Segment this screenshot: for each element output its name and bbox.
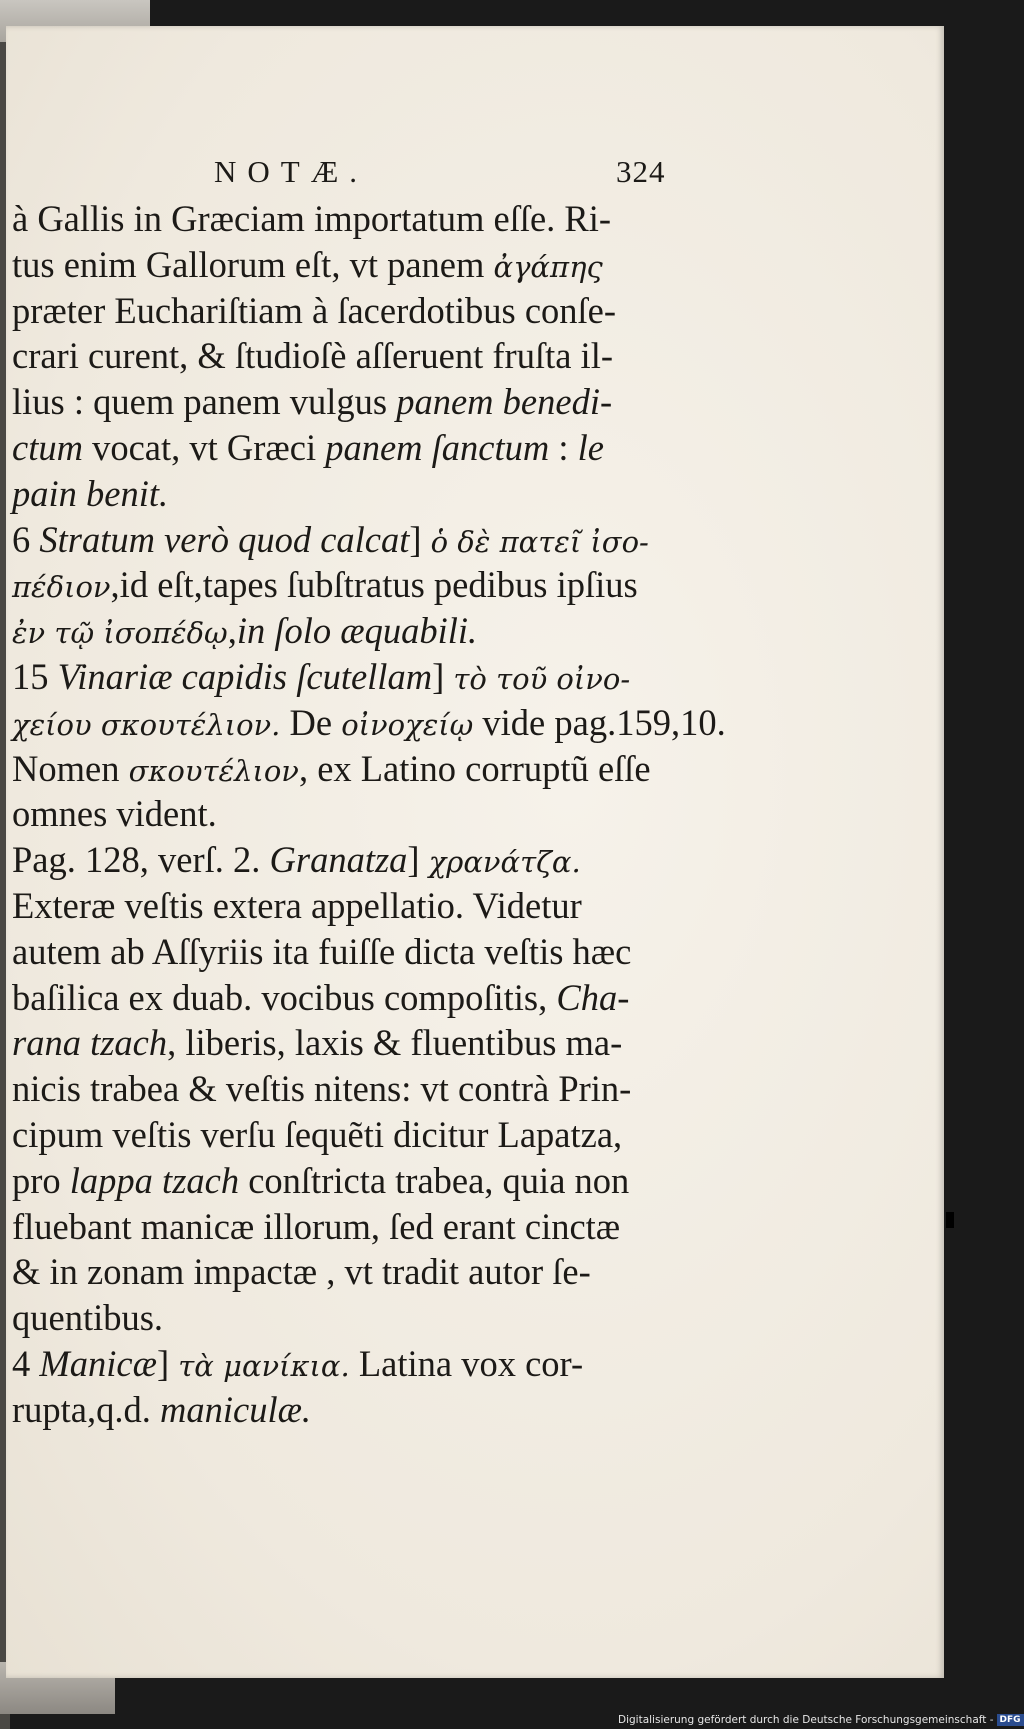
text-line [12,654,702,700]
text-line [12,517,702,563]
latin-text: rupta,q.d. [12,1388,160,1430]
italic-text: panem benedi- [396,381,613,423]
latin-text: tus enim Gallorum eſt, vt panem [12,243,494,285]
latin-text: Exteræ veſtis extera appellatio. Videtur [12,884,582,926]
greek-text: πέδιον [12,570,111,605]
text-line [12,562,702,608]
italic-text: Vinariæ capidis ſcutellam [57,655,433,697]
latin-text: vide pag.159,10. [473,701,726,743]
latin-text: ,id eſt,tapes ſubſtratus pedibus ipſius [110,564,638,606]
italic-text: Stratum verò quod calcat [39,518,410,560]
italic-text: Cha- [556,976,630,1018]
italic-text: maniculæ. [160,1388,312,1430]
text-line [12,1387,702,1433]
text-line [12,1204,702,1250]
page-number: 324 [616,154,666,189]
latin-text: quentibus. [12,1297,164,1339]
text-line [12,288,702,334]
greek-text: ὁ δὲ πατεῖ ἰσο- [430,524,649,559]
digitization-credit: Digitalisierung gefördert durch die Deutsche Forschungsgemeinschaft - [618,1714,994,1726]
latin-text: Pag. 128, verſ. 2. [12,839,270,881]
italic-text: Granatza [269,839,408,881]
latin-text: præter Euchariſtiam à ſacerdotibus conſe- [12,289,617,331]
book-page [6,26,944,1678]
page-edge-marker [946,1212,954,1228]
italic-text: le [577,426,604,468]
greek-text: ἀγάπης [493,249,603,284]
italic-text: in ſolo æquabili. [236,610,478,652]
latin-text: : [549,426,578,468]
text-line [12,700,726,746]
text-line [12,333,702,379]
page-header [6,154,944,194]
italic-text: Manicæ [39,1342,157,1384]
italic-text: panem ſanctum [325,426,550,468]
latin-text: 4 [12,1342,40,1384]
latin-text: Latina vox cor- [349,1342,584,1384]
greek-text: σκουτέλιον [128,753,299,788]
text-line [12,242,702,288]
latin-text: omnes vident. [12,793,217,835]
text-line [12,1112,702,1158]
latin-text: ] [407,839,429,881]
text-line [12,791,702,837]
text-line [12,1295,702,1341]
text-line [12,425,702,471]
text-line [12,471,702,517]
text-line [12,883,702,929]
text-line [12,1341,702,1387]
text-line [12,746,702,792]
digitization-footer [618,1714,1024,1726]
text-line [12,196,702,242]
latin-text: ] [156,1342,179,1384]
greek-text: οἰνοχείῳ [341,707,474,742]
italic-text: lappa tzach [69,1159,240,1201]
latin-text: De [280,701,342,743]
latin-text: cipum veſtis verſu ſequẽti dicitur Lapatza, [12,1113,623,1155]
greek-text: χρανάτζα. [428,845,581,880]
latin-text: ] [432,655,454,697]
latin-text: ] [409,518,431,560]
latin-text: crari curent, & ſtudioſè aſſeruent fruſta il- [12,335,613,377]
text-line [12,1066,702,1112]
latin-text: autem ab Aſſyriis ita fuiſſe dicta veſtis hæc [12,930,632,972]
greek-text: τὰ μανίκια. [178,1348,350,1383]
greek-text: ἐν τῷ ἰσοπέδῳ [12,616,228,651]
italic-text: rana tzach [12,1022,168,1064]
latin-text: lius : quem panem vulgus [12,381,397,423]
text-line [12,837,702,883]
latin-text: , liberis, laxis & fluentibus ma- [167,1022,623,1064]
text-line [12,929,702,975]
dfg-logo: DFG [997,1714,1024,1726]
text-line [12,608,702,654]
latin-text: nicis trabea & veſtis nitens: vt contrà Prin- [12,1068,632,1110]
text-line [12,379,702,425]
text-line [12,975,702,1021]
greek-text: τὸ τοῦ οἰνο- [453,661,631,696]
page-text-body [12,196,726,1433]
latin-text: , ex Latino corruptũ eſſe [298,747,651,789]
latin-text: 15 [12,655,58,697]
text-line [12,1158,702,1204]
latin-text: vocat, vt Græci [82,426,326,468]
latin-text: pro [12,1159,70,1201]
latin-text: baſilica ex duab. vocibus compoſitis, [12,976,557,1018]
latin-text: & in zonam impactæ , vt tradit autor ſe- [12,1251,591,1293]
latin-text: Nomen [12,747,129,789]
latin-text: fluebant manicæ illorum, ſed erant cinctæ [12,1205,621,1247]
italic-text: ctum [12,426,83,468]
running-head: NOTÆ. [214,154,369,189]
text-line [12,1249,702,1295]
latin-text: , [227,610,237,652]
text-line [12,1020,702,1066]
latin-text: à Gallis in Græciam importatum eſſe. Ri- [12,198,612,239]
italic-text: pain benit. [12,472,169,514]
latin-text: conſtricta trabea, quia non [239,1159,630,1201]
greek-text: χείου σκουτέλιον. [12,707,281,742]
latin-text: 6 [12,518,40,560]
